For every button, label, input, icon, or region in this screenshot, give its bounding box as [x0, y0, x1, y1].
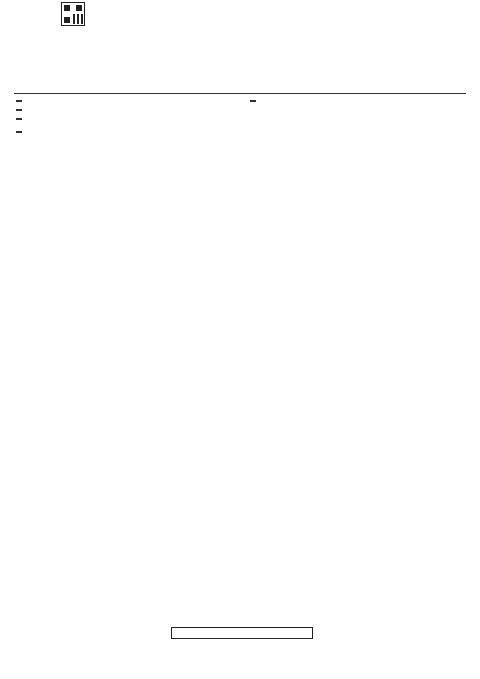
section-heading-structure	[16, 100, 22, 102]
guide-reference-box	[171, 627, 313, 639]
section-heading-cautions	[250, 100, 256, 102]
left-column	[16, 97, 242, 137]
qr-code	[61, 2, 85, 26]
title-divider	[14, 93, 466, 94]
section-heading-physical	[16, 118, 22, 120]
right-column	[250, 97, 464, 106]
section-heading-scope	[16, 109, 22, 111]
section-heading-usage	[16, 131, 22, 133]
